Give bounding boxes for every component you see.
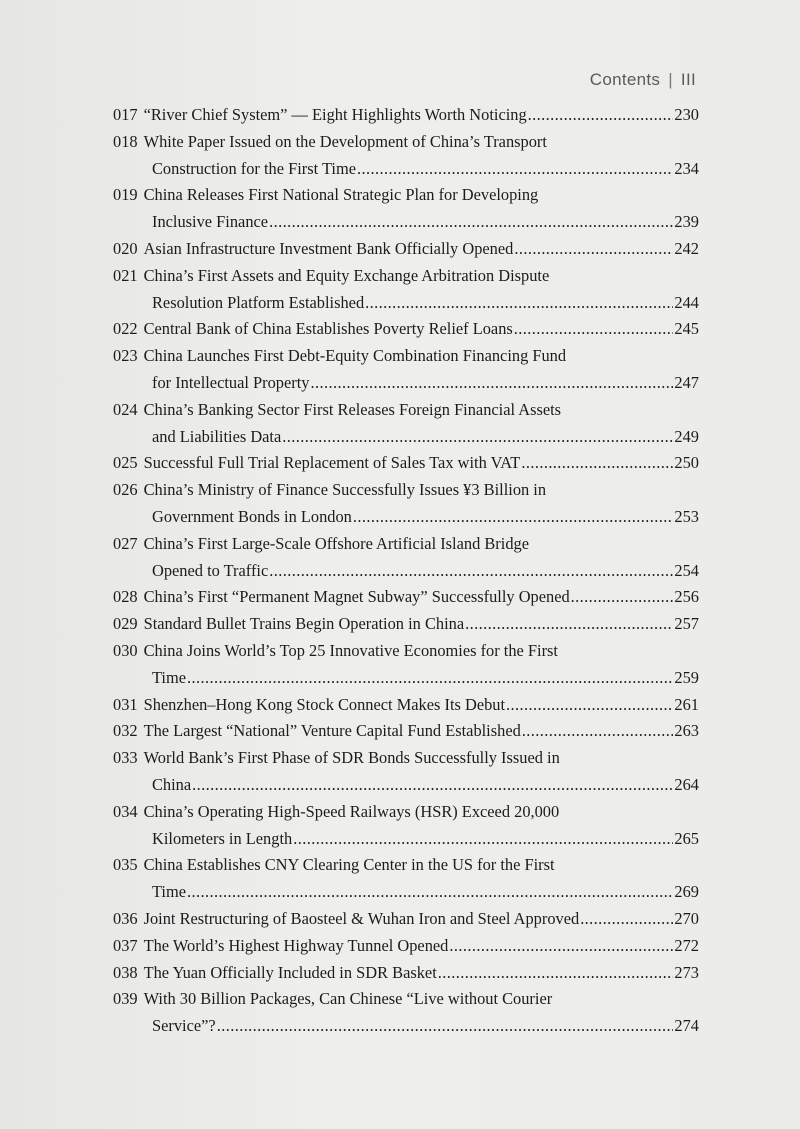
toc-entry-page-number: 239	[674, 212, 699, 232]
toc-entry[interactable]	[113, 316, 699, 343]
toc-entry-first-line	[113, 745, 699, 772]
toc-entry-page-number: 256	[674, 587, 699, 607]
toc-entry[interactable]	[113, 477, 699, 531]
dot-leader	[528, 102, 674, 129]
running-head-label: Contents	[589, 70, 661, 89]
toc-entry-number: 039	[113, 989, 138, 1009]
toc-entry[interactable]	[113, 531, 699, 585]
toc-entry-page-number: 254	[674, 560, 699, 580]
toc-entry-title: China Joins World’s Top 25 Innovative Economies for the First	[143, 640, 558, 660]
dot-leader	[187, 665, 673, 692]
dot-leader	[522, 718, 674, 745]
toc-entry-first-line	[113, 477, 699, 504]
toc-entry[interactable]	[113, 397, 699, 451]
toc-entry-title: China’s First Assets and Equity Exchange Arbitration Dispute	[143, 265, 550, 285]
running-head-page-number: III	[680, 70, 696, 89]
toc-entry-title: China’s Ministry of Finance Successfully Issues ¥3 Billion in	[143, 480, 547, 500]
toc-entry-number: 034	[113, 801, 138, 821]
toc-entry-title: and Liabilities Data	[152, 426, 282, 446]
toc-entry-page-number: 272	[674, 935, 699, 955]
dot-leader	[580, 906, 673, 933]
toc-entry[interactable]	[113, 102, 699, 129]
toc-entry[interactable]	[113, 960, 699, 987]
toc-entry[interactable]	[113, 692, 699, 719]
toc-entry-number: 017	[113, 105, 138, 124]
toc-entry-title: China’s Operating High-Speed Railways (HSR) Exceed 20,000	[143, 801, 560, 821]
toc-entry-number: 029	[113, 614, 138, 634]
toc-entry-page-number: 230	[674, 105, 699, 124]
dot-leader	[465, 611, 673, 638]
dot-leader	[357, 156, 673, 183]
toc-entry-continuation-line	[113, 1013, 699, 1040]
toc-entry-title: Inclusive Finance	[152, 212, 269, 232]
toc-entry-continuation-line	[113, 504, 699, 531]
toc-entry-title: Asian Infrastructure Investment Bank Officially Opened	[143, 238, 514, 258]
toc-entry-first-line	[113, 397, 699, 424]
toc-entry-title: White Paper Issued on the Development of China’s Transport	[143, 131, 547, 151]
toc-entry-page-number: 259	[674, 667, 699, 687]
toc-entry-number: 027	[113, 533, 138, 553]
toc-entry-number: 019	[113, 185, 138, 205]
dot-leader	[438, 960, 674, 987]
toc-entry-title: Central Bank of China Establishes Poverty Relief Loans	[143, 319, 513, 339]
toc-entry-first-line	[113, 129, 699, 156]
toc-entry-page-number: 244	[674, 292, 699, 312]
toc-entry-first-line	[113, 531, 699, 558]
toc-entry-first-line	[113, 692, 699, 719]
dot-leader	[514, 236, 673, 263]
toc-entry-number: 021	[113, 265, 138, 285]
toc-entry-page-number: 261	[674, 694, 699, 714]
toc-entry-number: 037	[113, 935, 138, 955]
toc-entry-continuation-line	[113, 370, 699, 397]
toc-entry[interactable]	[113, 450, 699, 477]
toc-entry-first-line	[113, 263, 699, 290]
toc-entry-number: 022	[113, 319, 138, 339]
toc-entry-first-line	[113, 316, 699, 343]
toc-entry-page-number: 264	[674, 774, 699, 794]
toc-entry-continuation-line	[113, 424, 699, 451]
toc-entry-title: China’s Banking Sector First Releases Foreign Financial Assets	[143, 399, 562, 419]
toc-entry-number: 024	[113, 399, 138, 419]
toc-entry-first-line	[113, 450, 699, 477]
dot-leader	[192, 772, 673, 799]
dot-leader	[506, 692, 673, 719]
toc-entry-page-number: 250	[674, 453, 699, 473]
dot-leader	[514, 316, 674, 343]
toc-entry-title: China’s First “Permanent Magnet Subway” Successfully Opened	[143, 587, 570, 607]
toc-entry[interactable]	[113, 638, 699, 692]
toc-entry-title: Kilometers in Length	[152, 828, 293, 848]
dot-leader	[449, 933, 673, 960]
toc-entry-number: 026	[113, 480, 138, 500]
toc-entry-first-line	[113, 960, 699, 987]
toc-entry-title: Service”?	[152, 1016, 216, 1036]
toc-entry-page-number: 265	[674, 828, 699, 848]
toc-entry-number: 025	[113, 453, 138, 473]
toc-entry-title: China Launches First Debt-Equity Combination Financing Fund	[143, 346, 567, 366]
dot-leader	[217, 1013, 674, 1040]
toc-entry-title: Joint Restructuring of Baosteel & Wuhan Iron and Steel Approved	[143, 908, 580, 928]
toc-entry-continuation-line	[113, 558, 699, 585]
toc-entry[interactable]	[113, 718, 699, 745]
toc-entry-title: Shenzhen–Hong Kong Stock Connect Makes Its Debut	[143, 694, 506, 714]
toc-entry-first-line	[113, 343, 699, 370]
dot-leader	[187, 879, 673, 906]
toc-entry-page-number: 257	[674, 614, 699, 634]
toc-entry-title: Time	[152, 882, 187, 902]
toc-entry-number: 035	[113, 855, 138, 875]
toc-entry-continuation-line	[113, 826, 699, 853]
toc-entry-page-number: 263	[674, 721, 699, 741]
toc-entry-first-line	[113, 102, 699, 129]
toc-entry-title: Standard Bullet Trains Begin Operation in China	[143, 614, 465, 634]
toc-entry-continuation-line	[113, 772, 699, 799]
dot-leader	[293, 826, 673, 853]
dot-leader	[521, 450, 673, 477]
toc-entry-number: 032	[113, 721, 138, 741]
toc-entry[interactable]	[113, 986, 699, 1040]
toc-entry-number: 036	[113, 908, 138, 928]
toc-entry-title: With 30 Billion Packages, Can Chinese “Live without Courier	[143, 989, 553, 1009]
dot-leader	[353, 504, 674, 531]
toc-entry-title: Government Bonds in London	[152, 506, 352, 526]
toc-entry-title: Time	[152, 667, 187, 687]
toc-entry[interactable]	[113, 745, 699, 799]
toc-entry[interactable]	[113, 263, 699, 317]
toc-entry-title: The Largest “National” Venture Capital Fund Established	[143, 721, 521, 741]
toc-entry[interactable]	[113, 933, 699, 960]
toc-entry-number: 033	[113, 748, 138, 768]
toc-entry[interactable]	[113, 852, 699, 906]
toc-entry[interactable]	[113, 799, 699, 853]
toc-entry-number: 038	[113, 962, 138, 982]
table-of-contents	[113, 102, 699, 1040]
toc-entry-page-number: 234	[674, 158, 699, 178]
toc-entry-title: Resolution Platform Established	[152, 292, 365, 312]
toc-entry-page-number: 247	[674, 372, 699, 392]
toc-entry-title: Construction for the First Time	[152, 158, 356, 178]
toc-entry-first-line	[113, 718, 699, 745]
dot-leader	[269, 209, 673, 236]
toc-entry-page-number: 253	[674, 506, 699, 526]
running-head-separator: |	[668, 70, 673, 89]
toc-entry-title: China’s First Large-Scale Offshore Artificial Island Bridge	[143, 533, 529, 553]
toc-entry-continuation-line	[113, 209, 699, 236]
toc-entry-title: World Bank’s First Phase of SDR Bonds Successfully Issued in	[143, 748, 560, 768]
toc-entry[interactable]	[113, 182, 699, 236]
toc-entry-first-line	[113, 611, 699, 638]
dot-leader	[282, 424, 673, 451]
dot-leader	[365, 290, 673, 317]
toc-entry-continuation-line	[113, 665, 699, 692]
toc-entry-page-number: 269	[674, 882, 699, 902]
toc-entry-title: Successful Full Trial Replacement of Sales Tax with VAT	[143, 453, 521, 473]
toc-entry-title: “River Chief System” — Eight Highlights Worth Noticing	[143, 105, 527, 124]
toc-entry-page-number: 242	[674, 238, 699, 258]
toc-entry-number: 028	[113, 587, 138, 607]
toc-entry-page-number: 245	[674, 319, 699, 339]
toc-entry-continuation-line	[113, 156, 699, 183]
toc-entry-first-line	[113, 638, 699, 665]
toc-entry-page-number: 273	[674, 962, 699, 982]
toc-entry-page-number: 274	[674, 1016, 699, 1036]
toc-entry-first-line	[113, 236, 699, 263]
toc-entry-number: 023	[113, 346, 138, 366]
toc-entry-title: China	[152, 774, 192, 794]
toc-entry-title: China Releases First National Strategic Plan for Developing	[143, 185, 539, 205]
toc-entry-title: for Intellectual Property	[152, 372, 310, 392]
dot-leader	[571, 584, 674, 611]
running-head	[590, 70, 696, 90]
toc-entry-number: 018	[113, 131, 138, 151]
toc-entry-number: 031	[113, 694, 138, 714]
toc-entry-page-number: 270	[674, 908, 699, 928]
toc-entry-first-line	[113, 584, 699, 611]
toc-entry-first-line	[113, 852, 699, 879]
toc-entry-first-line	[113, 986, 699, 1013]
toc-entry[interactable]	[113, 343, 699, 397]
toc-entry-first-line	[113, 182, 699, 209]
toc-entry[interactable]	[113, 611, 699, 638]
dot-leader	[269, 558, 673, 585]
toc-entry-first-line	[113, 906, 699, 933]
toc-entry-number: 020	[113, 238, 138, 258]
toc-entry-continuation-line	[113, 290, 699, 317]
toc-entry[interactable]	[113, 236, 699, 263]
toc-entry[interactable]	[113, 584, 699, 611]
dot-leader	[310, 370, 673, 397]
toc-entry-page-number: 249	[674, 426, 699, 446]
toc-entry-title: Opened to Traffic	[152, 560, 269, 580]
toc-entry[interactable]	[113, 906, 699, 933]
toc-entry-title: The World’s Highest Highway Tunnel Opened	[143, 935, 449, 955]
toc-entry-first-line	[113, 933, 699, 960]
toc-entry-title: The Yuan Officially Included in SDR Basket	[143, 962, 437, 982]
toc-entry[interactable]	[113, 129, 699, 183]
toc-entry-continuation-line	[113, 879, 699, 906]
toc-entry-title: China Establishes CNY Clearing Center in the US for the First	[143, 855, 555, 875]
toc-entry-number: 030	[113, 640, 138, 660]
toc-entry-first-line	[113, 799, 699, 826]
